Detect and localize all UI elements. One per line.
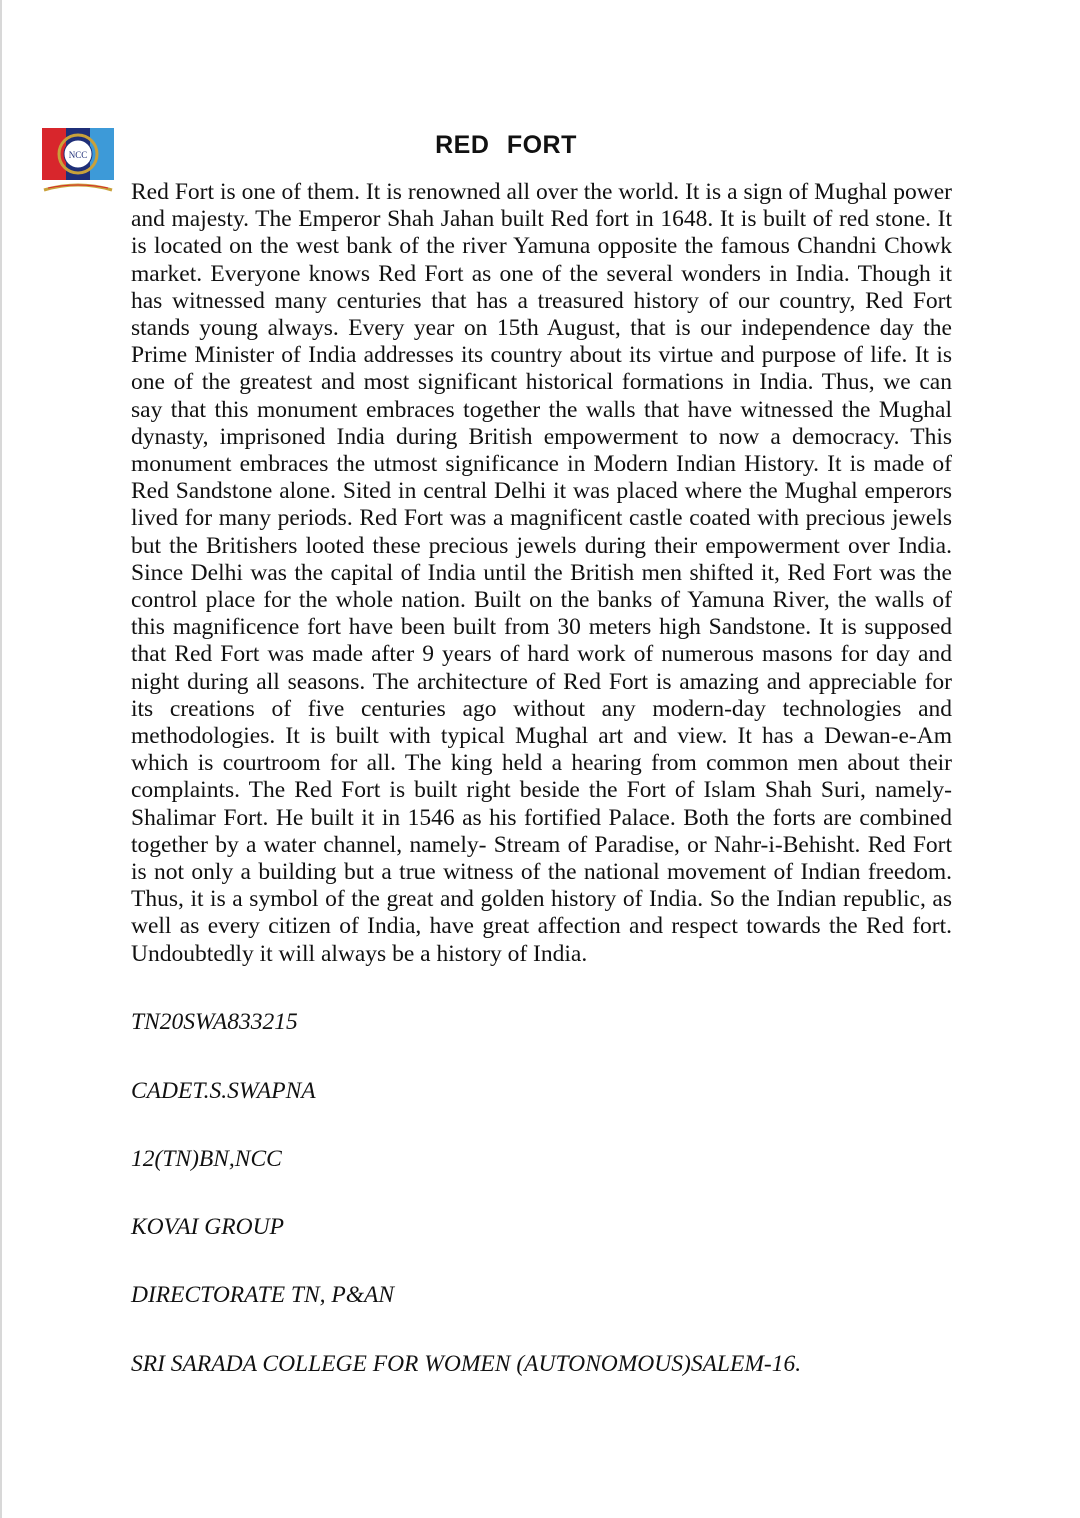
signature-line-college: SRI SARADA COLLEGE FOR WOMEN (AUTONOMOUS)SALEM-16. <box>131 1351 802 1377</box>
signature-line-group: KOVAI GROUP <box>131 1214 284 1240</box>
logo-text: NCC <box>68 150 88 160</box>
page-title: RED FORT <box>435 131 577 159</box>
page-edge <box>0 0 2 1518</box>
signature-line-battalion: 12(TN)BN,NCC <box>131 1146 282 1172</box>
essay-body: Red Fort is one of them. It is renowned all over the world. It is a sign of Mughal power and majesty. The Emperor Shah Jahan built Red fort in 1648. It is built of red stone. It is located on the west bank of the river Yamuna opposite the famous Chandni Chowk market. Everyone knows Red Fort as one of the several wonders in India. Though it has witnessed many centuries that has a treasured history of our country, Red Fort stands young always. Every year on 15th August, that is our independence day the Prime Minister of India addresses its country about its virtue and purpose of life. It is one of the greatest and most significant historical formations in India. Thus, we can say that this monument embraces together the walls that have witnessed the Mughal dynasty, imprisoned India during British empowerment to now a democracy. This monument embraces the utmost significance in Modern Indian History. It is made of Red Sandstone alone. Sited in central Delhi it was placed where the Mughal emperors lived for many periods. Red Fort was a magnificent castle coated with precious jewels but the Britishers looted these precious jewels during their empowerment over India. Since Delhi was the capital of India until the British men shifted it, Red Fort was the control place for the whole nation. Built on the banks of Yamuna River, the walls of this magnificence fort have been built from 30 meters high Sandstone. It is supposed that Red Fort was made after 9 years of hard work of numerous masons for day and night during all seasons. The architecture of Red Fort is amazing and appreciable for its creations of five centuries ago without any modern-day technologies and methodologies. It is built with typical Mughal art and view. It has a Dewan-e-Am which is courtroom for all. The king held a hearing from common men about their complaints. The Red Fort is built right beside the Fort of Islam Shah Suri, namely- Shalimar Fort. He built it in 1546 as his fortified Palace. Both the forts are combined together by a water channel, namely- Stream of Paradise, or Nahr-i-Behisht. Red Fort is not only a building but a true witness of the national movement of Indian freedom. Thus, it is a symbol of the great and golden history of India. So the Indian republic, as well as every citizen of India, have great affection and respect towards the Red fort. Undoubtedly it will always be a history of India. <box>131 179 952 967</box>
signature-line-directorate: DIRECTORATE TN, P&AN <box>131 1282 395 1308</box>
signature-line-name: CADET.S.SWAPNA <box>131 1078 316 1104</box>
signature-line-id: TN20SWA833215 <box>131 1009 298 1035</box>
